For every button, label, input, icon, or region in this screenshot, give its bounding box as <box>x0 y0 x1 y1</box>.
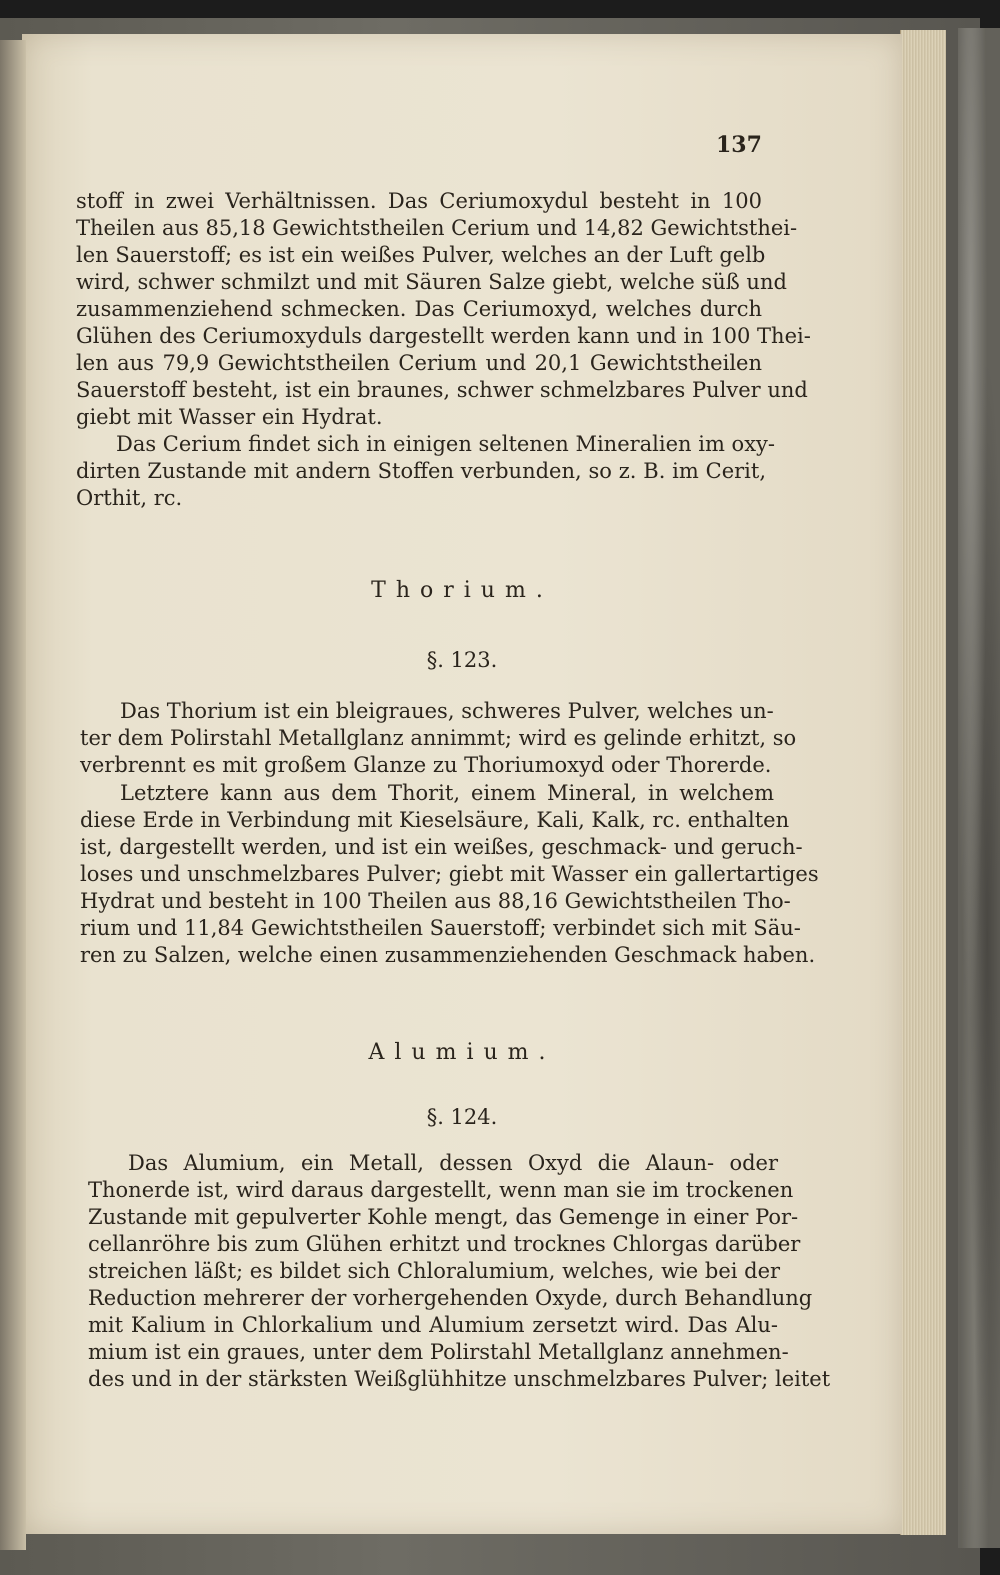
text-line: streichen läßt; es bildet sich Chloralumium, welches, wie bei der <box>88 1259 781 1283</box>
text-line: Das Alumium, ein Metall, dessen Oxyd die Alaun- oder <box>128 1151 778 1175</box>
text-line: ist, dargestellt werden, und ist ein weißes, geschmack- und geruch- <box>80 835 803 859</box>
marbled-cover-edge <box>958 28 1000 1548</box>
section-number-124: §. 124. <box>426 1105 498 1129</box>
text-line: Thonerde ist, wird daraus dargestellt, wenn man sie im trockenen <box>88 1178 794 1202</box>
paragraph-thorium-metal <box>80 698 797 779</box>
heading-alumium: Alumium. <box>368 1040 556 1065</box>
paragraph-thorium-oxide <box>80 780 819 969</box>
text-line: Zustande mit gepulverter Kohle mengt, das Gemenge in einer Por- <box>88 1205 799 1229</box>
paragraph-cerium-oxides <box>76 188 811 431</box>
text-line: Hydrat und besteht in 100 Theilen aus 88,16 Gewichtstheilen Tho- <box>80 889 791 913</box>
text-line: Glühen des Ceriumoxyduls dargestellt werden kann und in 100 Thei- <box>76 324 811 348</box>
text-line: Orthit, rc. <box>76 486 183 510</box>
text-line: diese Erde in Verbindung mit Kieselsäure, Kali, Kalk, rc. enthalten <box>80 808 790 832</box>
text-line: des und in der stärksten Weißglühhitze unschmelzbares Pulver; leitet <box>88 1367 831 1391</box>
text-line: stoff in zwei Verhältnissen. Das Ceriumoxydul besteht in 100 <box>76 189 762 213</box>
text-line: wird, schwer schmilzt und mit Säuren Salze giebt, welche süß und <box>76 270 787 294</box>
page-stack-edge <box>900 30 946 1535</box>
text-line: dirten Zustande mit andern Stoffen verbunden, so z. B. im Cerit, <box>76 459 766 483</box>
text-line: len aus 79,9 Gewichtstheilen Cerium und 20,1 Gewichtstheilen <box>76 351 762 375</box>
text-line: Theilen aus 85,18 Gewichtstheilen Cerium und 14,82 Gewichtsthei- <box>76 216 798 240</box>
heading-thorium: Thorium. <box>371 578 553 603</box>
text-line: ter dem Polirstahl Metallglanz annimmt; wird es gelinde erhitzt, so <box>80 726 797 750</box>
text-line: Letztere kann aus dem Thorit, einem Mineral, in welchem <box>120 781 774 805</box>
paragraph-alumium <box>88 1150 831 1393</box>
section-number-123: §. 123. <box>426 648 498 672</box>
text-line: ren zu Salzen, welche einen zusammenziehenden Geschmack haben. <box>80 943 816 967</box>
text-line: giebt mit Wasser ein Hydrat. <box>76 405 383 429</box>
text-line: mium ist ein graues, unter dem Polirstahl Metallglanz annehmen- <box>88 1340 789 1364</box>
spine-shadow <box>0 40 26 1550</box>
text-line: Reduction mehrerer der vorhergehenden Oxyde, durch Behandlung <box>88 1286 813 1310</box>
text-line: rium und 11,84 Gewichtstheilen Sauerstoff; verbindet sich mit Säu- <box>80 916 801 940</box>
text-line: verbrennt es mit großem Glanze zu Thoriumoxyd oder Thorerde. <box>80 753 772 777</box>
text-line: Das Cerium findet sich in einigen seltenen Mineralien im oxy- <box>116 432 775 456</box>
text-line: cellanröhre bis zum Glühen erhitzt und trocknes Chlorgas darüber <box>88 1232 801 1256</box>
text-line: Das Thorium ist ein bleigraues, schweres Pulver, welches un- <box>120 699 774 723</box>
paragraph-cerium-occurrence <box>76 431 775 512</box>
text-line: Sauerstoff besteht, ist ein braunes, schwer schmelzbares Pulver und <box>76 378 808 402</box>
text-line: mit Kalium in Chlorkalium und Alumium zersetzt wird. Das Alu- <box>88 1313 778 1337</box>
text-line: zusammenziehend schmecken. Das Ceriumoxyd, welches durch <box>76 297 762 321</box>
text-line: len Sauerstoff; es ist ein weißes Pulver, welches an der Luft gelb <box>76 243 766 267</box>
page-number: 137 <box>716 132 762 158</box>
text-line: loses und unschmelzbares Pulver; giebt mit Wasser ein gallertartiges <box>80 862 819 886</box>
